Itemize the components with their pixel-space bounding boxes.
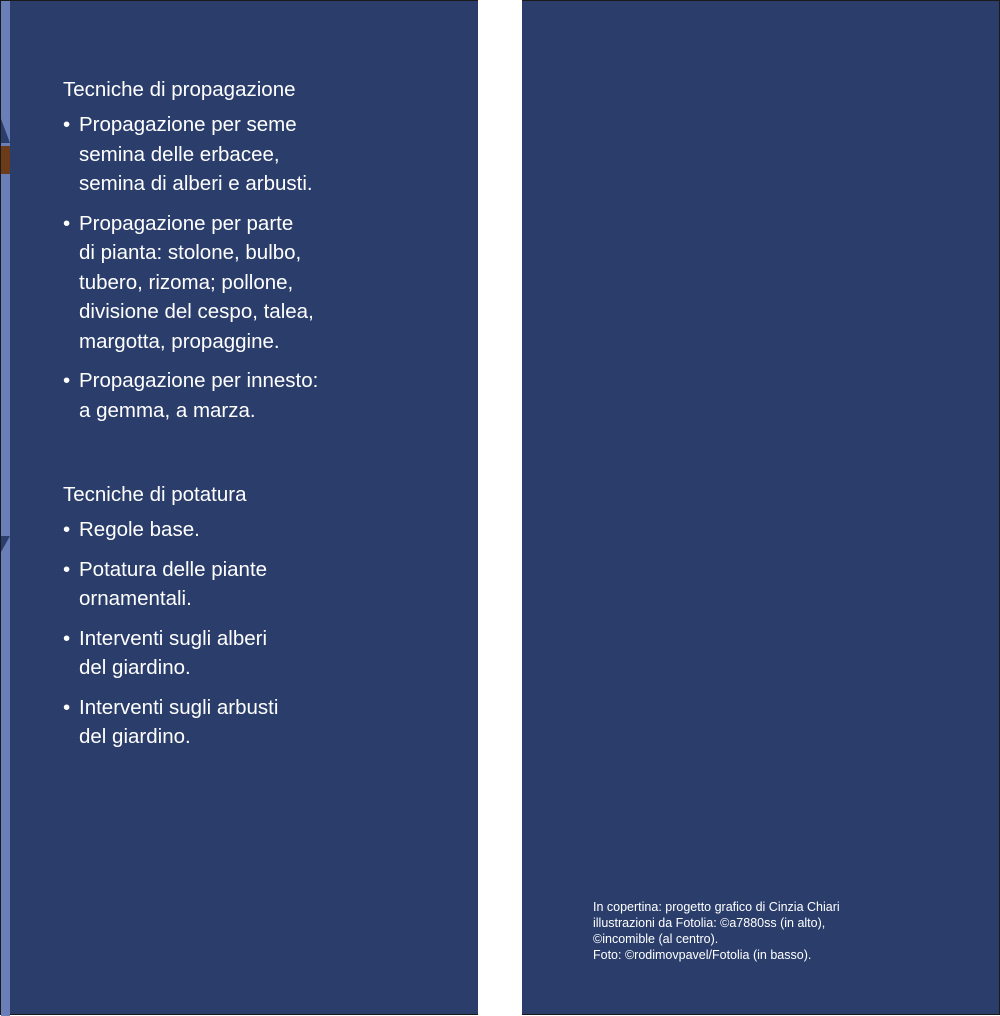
list-item-text: Interventi sugli arbusti del giardino. [79, 695, 279, 748]
bullet-list [63, 515, 463, 752]
list-item [63, 693, 463, 752]
edge-accent-mark [1, 146, 10, 174]
bullet-icon: • [63, 626, 71, 650]
credits-line: Foto: ©rodimovpavel/Fotolia (in basso). [593, 948, 812, 962]
bullet-icon: • [63, 695, 71, 719]
list-item-text: Interventi sugli alberi del giardino. [79, 626, 268, 679]
bullet-list [63, 110, 463, 425]
credits-line: ©incomible (al centro). [593, 932, 719, 946]
section-title: Tecniche di propagazione [63, 78, 296, 101]
cover-credits [593, 899, 913, 963]
list-item-text: Potatura delle piante ornamentali. [79, 557, 268, 610]
list-item [63, 366, 463, 425]
list-item [63, 555, 463, 614]
section-title: Tecniche di potatura [63, 483, 247, 506]
bullet-icon: • [63, 557, 71, 581]
list-item-text: Regole base. [79, 518, 200, 541]
list-item [63, 515, 463, 545]
list-item-text: Propagazione per parte di pianta: stolone, bulbo, tubero, rizoma; pollone, divisione del cespo, talea, margotta, propaggine. [79, 211, 314, 353]
right-page [522, 0, 1000, 1015]
section-potatura [63, 480, 463, 752]
bullet-icon: • [63, 211, 71, 235]
credits-line: illustrazioni da Fotolia: ©a7880ss (in alto), [593, 916, 826, 930]
bullet-icon: • [63, 113, 71, 136]
left-page [0, 0, 478, 1015]
credits-line: In copertina: progetto grafico di Cinzia Chiari [593, 900, 840, 914]
list-item-text: Propagazione per seme semina delle erbacee, semina di alberi e arbusti. [79, 113, 313, 195]
list-item-text: Propagazione per innesto: a gemma, a marza. [79, 369, 319, 422]
section-propagazione [63, 75, 463, 425]
list-item [63, 110, 463, 199]
contents-list [63, 75, 463, 762]
list-item [63, 209, 463, 357]
list-item [63, 624, 463, 683]
bullet-icon: • [63, 369, 71, 392]
bullet-icon: • [63, 518, 71, 541]
